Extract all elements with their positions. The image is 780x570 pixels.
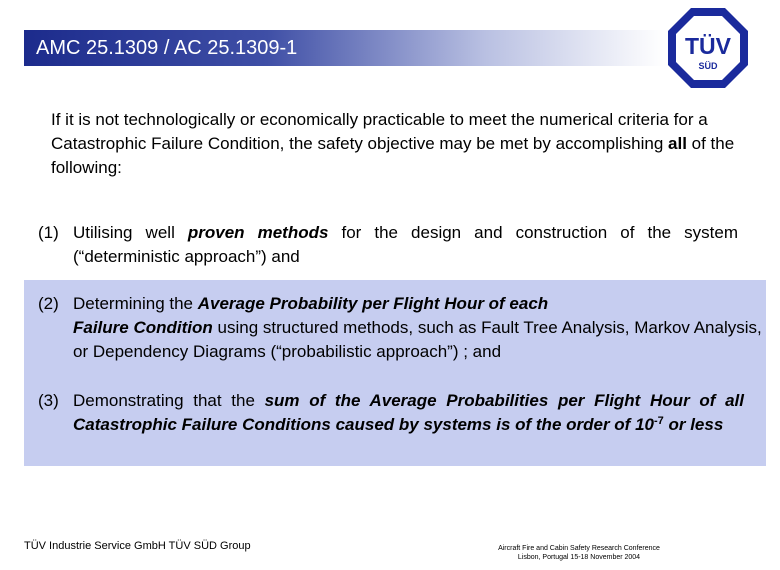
- tuv-sud-logo-icon: [666, 6, 750, 90]
- intro-text-end: of the following:: [51, 134, 735, 177]
- footer-company: TÜV Industrie Service GmbH TÜV SÜD Group: [24, 540, 251, 552]
- intro-paragraph: [51, 108, 751, 180]
- item-emphasis: proven methods: [187, 223, 329, 242]
- footer-conference-line1: Aircraft Fire and Cabin Safety Research Conference: [498, 545, 660, 552]
- list-item-number: (2): [38, 294, 59, 313]
- footer-conference: [470, 544, 688, 562]
- item-text: Utilising well: [73, 223, 188, 242]
- list-item-number: (1): [38, 223, 59, 242]
- item-text-end: using structured methods, such as Fault Tree Analysis, Markov Analysis, or Dependency Diagrams (“probabilistic approach”) ; and: [73, 318, 762, 361]
- item-emphasis-2: Failure Condition: [73, 318, 213, 337]
- item-text-end: for the design and construction of the system (“deterministic approach”) and: [73, 223, 738, 266]
- slide-title: AMC 25.1309 / AC 25.1309-1: [36, 37, 298, 59]
- title-bar: [24, 30, 664, 66]
- intro-text: If it is not technologically or economically practicable to meet the numerical criteria for a Catastrophic Failure Condition, the safety objective may be met by accomplishing: [51, 110, 708, 153]
- footer-conference-line2: Lisbon, Portugal 15-18 November 2004: [517, 554, 641, 561]
- item-emphasis: Average Probability per Flight Hour of each: [197, 294, 549, 313]
- exponent: -7: [653, 415, 664, 427]
- item-emphasis: sum of the Average Probabilities per Flight Hour of all Catastrophic Failure Conditions caused by systems is of the order of 10: [73, 391, 744, 434]
- item-emphasis-end: or less: [663, 415, 724, 434]
- item-text: Determining the: [73, 294, 198, 313]
- item-text: Demonstrating that the: [73, 391, 265, 410]
- logo-text-sud: SÜD: [698, 61, 718, 71]
- intro-bold: all: [668, 134, 687, 153]
- tuv-sud-logo-graphic: [666, 6, 750, 90]
- logo-text-tuv: TÜV: [685, 33, 731, 59]
- list-item-body: [73, 389, 744, 437]
- list-item-body: [73, 221, 738, 269]
- list-item-number: (3): [38, 391, 59, 410]
- list-item-body: [73, 292, 763, 364]
